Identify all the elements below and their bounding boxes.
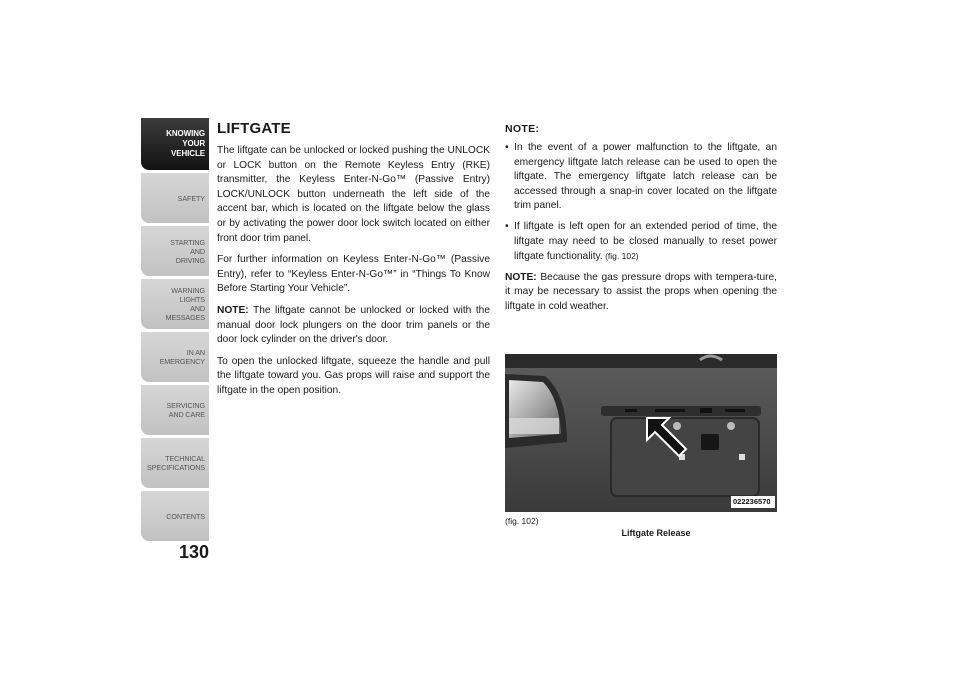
note-label: NOTE: <box>217 304 249 316</box>
figure-reference[interactable]: (fig. 102) <box>602 251 639 262</box>
paragraph-unlock: The liftgate can be unlocked or locked pushing the UNLOCK or LOCK button on the Remote Keyless Entry (RKE) transmitter, the Keyless Enter-N-Go™ (Passive Entry) LOCK/UNLOCK button underneath the left side of the accent bar, which is located on the liftgate below the glass or by activating the power door lock switch located on either front door trim panel. <box>217 145 490 244</box>
paragraph-further-info: For further information on Keyless Enter-N-Go™ (Passive Entry), refer to “Keyless Enter-N-Go™” in “Things To Know Before Starting Your Vehicle”. <box>217 254 490 295</box>
tab-label: CONTENTS <box>166 511 205 521</box>
tab-contents[interactable] <box>141 491 209 541</box>
section-title: LIFTGATE <box>217 120 291 137</box>
tab-label: IN AN EMERGENCY <box>159 348 205 366</box>
paragraph-open-liftgate: To open the unlocked liftgate, squeeze the handle and pull the liftgate toward you. Gas props will raise and support the liftgate in the open position. <box>217 355 490 396</box>
tab-label: TECHNICAL SPECIFICATIONS <box>147 454 205 472</box>
tab-label: STARTING AND DRIVING <box>170 237 205 265</box>
note-label: NOTE: <box>505 271 537 283</box>
paragraph-note <box>217 304 490 348</box>
liftgate-illustration <box>505 354 777 512</box>
figure-number: (fig. 102) <box>505 516 539 526</box>
page-number: 130 <box>178 542 209 562</box>
note-heading: NOTE: <box>505 123 540 135</box>
note-bullet: • In the event of a power malfunction to the liftgate, an emergency liftgate latch release can be used to open the liftgate. The emergency liftgate latch release can be accessed through a snap-in cover located on the liftgate trim panel. <box>505 141 777 214</box>
tab-label: WARNING LIGHTS AND MESSAGES <box>165 286 205 322</box>
right-column <box>505 120 777 322</box>
tab-label: SAFETY <box>177 193 205 203</box>
tab-technical-specifications[interactable] <box>141 438 209 488</box>
figure-caption: Liftgate Release <box>621 528 691 538</box>
tab-safety[interactable] <box>141 173 209 223</box>
note-text: Because the gas pressure drops with tempera-ture, it may be necessary to assist the props when opening the liftgate in cold weather. <box>505 271 777 312</box>
tab-knowing-your-vehicle[interactable] <box>141 118 209 170</box>
left-column <box>217 120 490 406</box>
note-text: The liftgate cannot be unlocked or locked with the manual door lock plungers on the door trim panels or the door lock cylinder on the driver's door. <box>217 304 490 346</box>
chapter-tabs <box>141 118 209 544</box>
tab-in-an-emergency[interactable] <box>141 332 209 382</box>
tab-label: SERVICING AND CARE <box>166 401 205 419</box>
liftgate-photo <box>505 354 777 512</box>
tab-servicing-and-care[interactable] <box>141 385 209 435</box>
paragraph-note-cold-weather <box>505 271 777 315</box>
tab-warning-lights[interactable] <box>141 279 209 329</box>
note-list <box>505 141 777 265</box>
note-bullet <box>505 220 777 265</box>
note-bullet-text: If liftgate is left open for an extended period of time, the liftgate may need to be closed manually to reset power liftgate functionality. <box>514 220 777 263</box>
image-code-label: 022236570 <box>733 497 771 506</box>
tab-label: KNOWING YOUR VEHICLE <box>166 129 205 158</box>
tab-starting-and-driving[interactable] <box>141 226 209 276</box>
